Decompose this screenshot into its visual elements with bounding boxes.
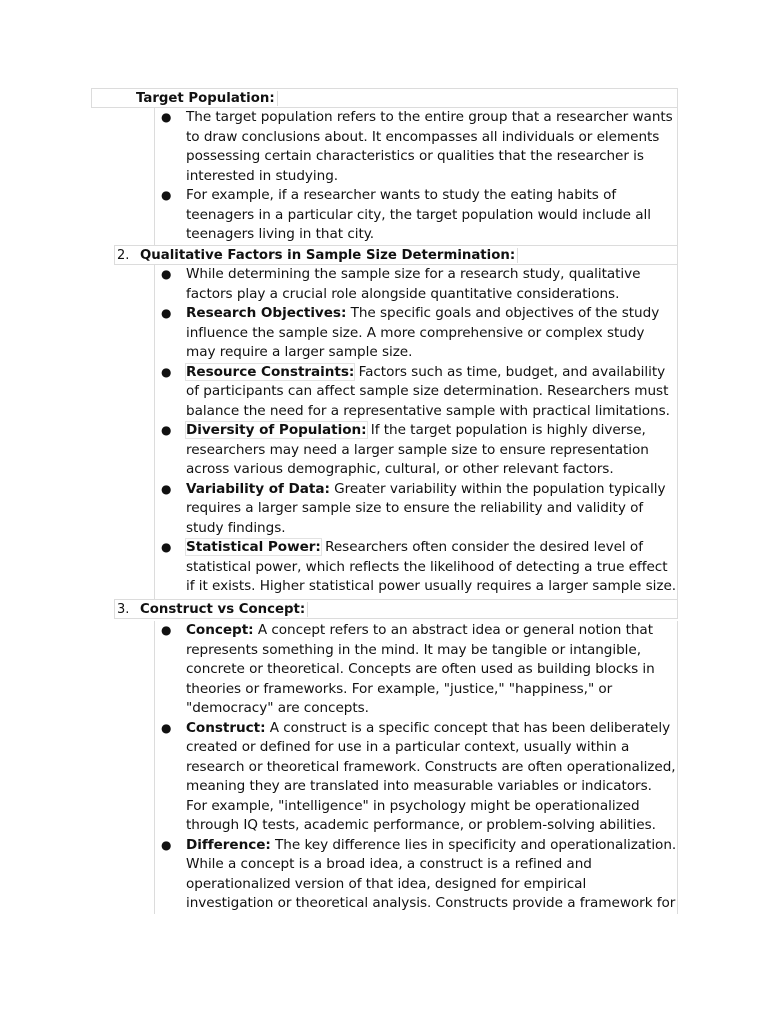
list-item: ● Diversity of Population: If the target population is highly diverse, researchers may need a larger sample size to ensure representation across various demographic, cultural, or other relevant factors. xyxy=(161,422,649,477)
bullet-list xyxy=(155,621,677,914)
bullet-icon: ● xyxy=(161,364,172,379)
section-heading: Qualitative Factors in Sample Size Determination: xyxy=(140,246,518,265)
list-item: ● The target population refers to the entire group that a researcher wants to draw conclusions about. It encompasses all individuals or elements possessing certain characteristics or qualities that the researcher is interested in studying. xyxy=(161,109,673,184)
bullet-icon: ● xyxy=(161,306,172,320)
bullet-icon: ● xyxy=(161,623,172,637)
section-body xyxy=(154,265,678,599)
section-heading-row xyxy=(114,599,678,619)
section-heading-row xyxy=(114,245,678,265)
bullet-list xyxy=(155,108,677,245)
bullet-icon: ● xyxy=(161,481,172,496)
list-item: ● Construct: A construct is a specific concept that has been deliberately created or defined for use in a particular context, usually within a research or theoretical framework. Constructs are often operationalized, meaning they are translated into measurable variables or indicators. For example, "intelligence" in psychology might be operationalized through IQ tests, academic performance, or problem-solving abilities. xyxy=(161,719,676,833)
bullet-icon: ● xyxy=(161,110,172,124)
bullet-icon: ● xyxy=(161,720,172,735)
bullet-icon: ● xyxy=(161,188,172,202)
list-item: ● Resource Constraints: Factors such as time, budget, and availability of participants can affect sample size determination. Researchers must balance the need for a representative sample with practical limitations. xyxy=(161,363,670,419)
bullet-list xyxy=(155,265,677,597)
bullet-icon: ● xyxy=(161,837,172,852)
section-number: 3. xyxy=(117,602,130,617)
section-heading-row xyxy=(91,88,678,108)
section-body xyxy=(154,108,678,245)
list-item: ● Research Objectives: The specific goals and objectives of the study influence the sample size. A more comprehensive or complex study may require a larger sample size. xyxy=(161,305,660,360)
list-item: ● While determining the sample size for a research study, qualitative factors play a crucial role alongside quantitative considerations. xyxy=(161,266,641,302)
bullet-icon: ● xyxy=(161,267,172,281)
list-item: ● Difference: The key difference lies in specificity and operationalization. While a concept is a broad idea, a construct is a refined and operationalized version of that idea, designed for empirical investigation or theoretical analysis. Constructs provide a framework for xyxy=(161,836,677,911)
bullet-icon: ● xyxy=(161,423,172,437)
list-item: ● Statistical Power: Researchers often consider the desired level of statistical power, which reflects the likelihood of detecting a true effect if it exists. Higher statistical power usually requires a larger sample size. xyxy=(161,539,677,594)
section-body xyxy=(154,621,678,914)
list-item: ● Concept: A concept refers to an abstract idea or general notion that represents something in the mind. It may be tangible or intangible, concrete or theoretical. Concepts are often used as building blocks in theories or frameworks. For example, "justice," "happiness," or "democracy" are concepts. xyxy=(161,622,655,716)
list-item: ● Variability of Data: Greater variability within the population typically requires a larger sample size to ensure the reliability and validity of study findings. xyxy=(161,480,666,536)
section-heading: Target Population: xyxy=(136,89,278,108)
section-heading: Construct vs Concept: xyxy=(140,600,308,619)
list-item: ● For example, if a researcher wants to study the eating habits of teenagers in a particular city, the target population would include all teenagers living in that city. xyxy=(161,187,652,242)
bullet-icon: ● xyxy=(161,540,172,554)
section-number: 2. xyxy=(117,248,130,263)
